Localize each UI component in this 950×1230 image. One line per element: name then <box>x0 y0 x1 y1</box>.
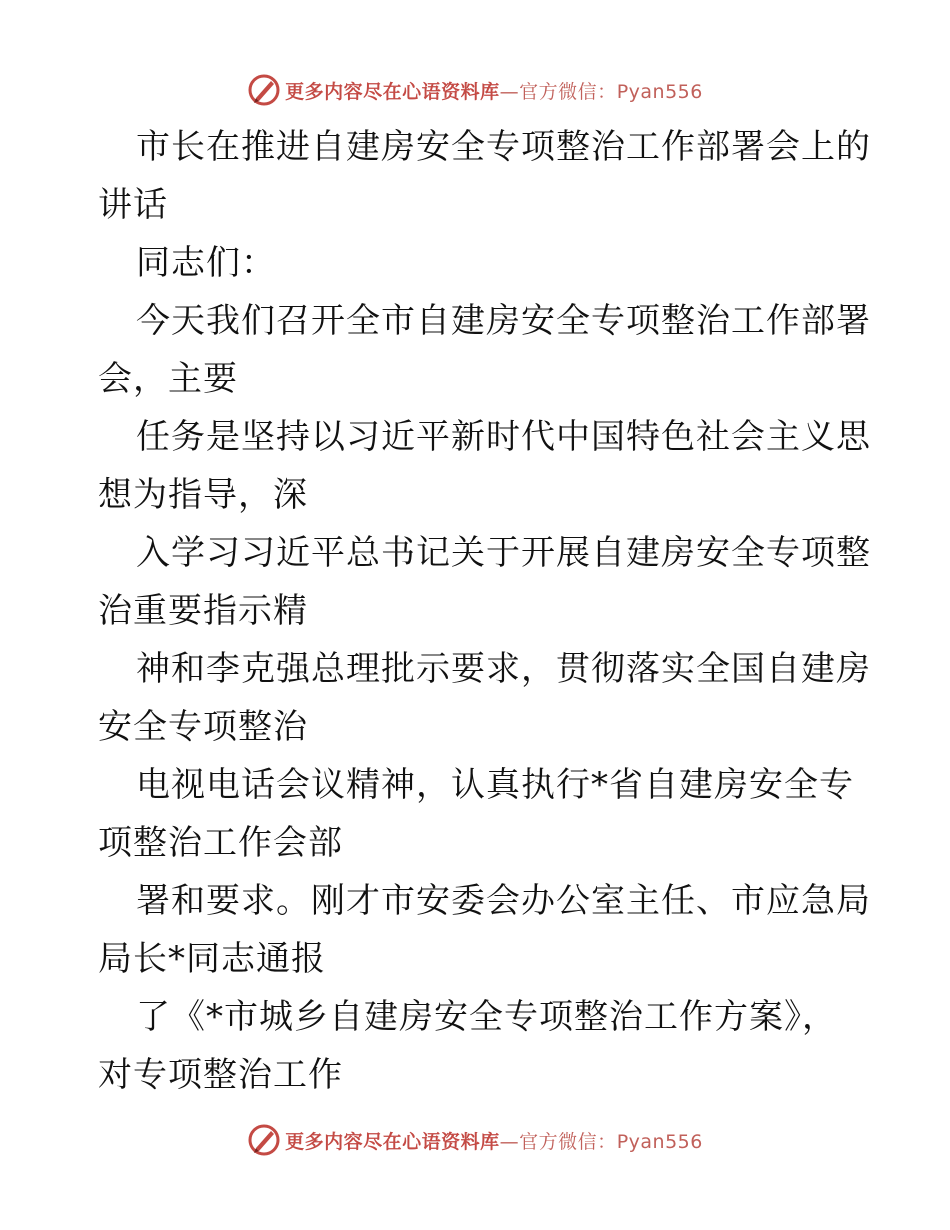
banner-text <box>285 1127 703 1154</box>
document-line: 同志们： <box>136 243 276 283</box>
banner-wechat-id: Pyan556 <box>616 1130 703 1153</box>
document-line: 电视电话会议精神，认真执行*省自建房安全专 <box>136 765 854 805</box>
document-line: 安全专项整治 <box>98 707 308 747</box>
banner-dash: — <box>499 80 520 103</box>
document-line: 治重要指示精 <box>98 591 308 631</box>
banner-text <box>285 77 703 104</box>
pen-logo-icon <box>247 1123 281 1157</box>
document-line: 今天我们召开全市自建房安全专项整治工作部署 <box>136 301 871 341</box>
banner-wechat-label: 官方微信： <box>519 80 617 103</box>
document-line: 会，主要 <box>98 359 238 399</box>
document-line: 任务是坚持以习近平新时代中国特色社会主义思 <box>136 417 871 457</box>
document-line: 入学习习近平总书记关于开展自建房安全专项整 <box>136 533 871 573</box>
banner-dash: — <box>499 1130 520 1153</box>
footer-banner <box>0 1120 950 1160</box>
document-body <box>98 118 871 1104</box>
banner-wechat-id: Pyan556 <box>616 80 703 103</box>
document-line: 想为指导，深 <box>98 475 308 515</box>
document-line: 署和要求。刚才市安委会办公室主任、市应急局 <box>136 881 871 921</box>
banner-wechat-label: 官方微信： <box>519 1130 617 1153</box>
banner-brand: 更多内容尽在心语资料库 <box>285 80 500 103</box>
document-line: 市长在推进自建房安全专项整治工作部署会上的 <box>136 127 871 167</box>
document-line: 讲话 <box>98 185 168 225</box>
document-line: 局长*同志通报 <box>98 939 326 979</box>
header-banner <box>0 70 950 110</box>
document-line: 对专项整治工作 <box>98 1055 343 1095</box>
document-line: 项整治工作会部 <box>98 823 343 863</box>
pen-logo-icon <box>247 73 281 107</box>
banner-brand: 更多内容尽在心语资料库 <box>285 1130 500 1153</box>
document-line: 神和李克强总理批示要求，贯彻落实全国自建房 <box>136 649 871 689</box>
document-line: 了《*市城乡自建房安全专项整治工作方案》， <box>136 997 837 1037</box>
